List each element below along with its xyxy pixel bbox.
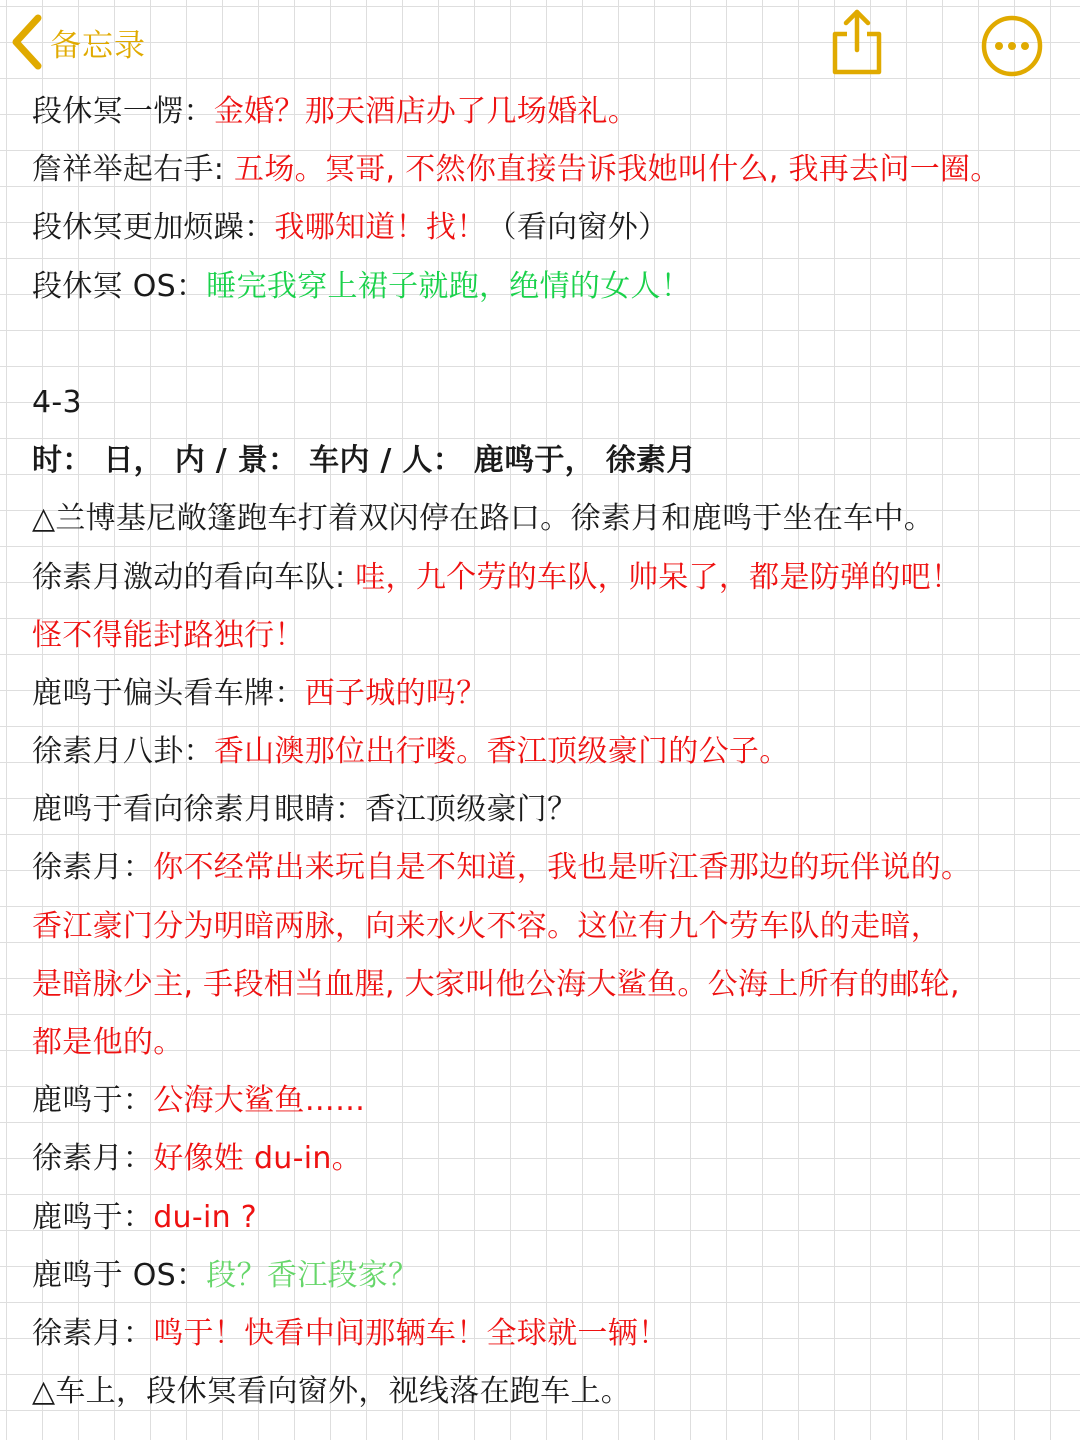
- dialogue-text: du-in ?: [153, 1199, 257, 1235]
- back-button[interactable]: [8, 12, 146, 72]
- dialogue-line: [32, 549, 1062, 607]
- dialogue-line: [32, 1130, 1062, 1188]
- speaker-label: 鹿鸣于 OS：: [32, 1257, 207, 1293]
- dialogue-line: [32, 83, 1062, 141]
- dialogue-text: 西子城的吗？: [304, 675, 487, 711]
- speaker-label: 段休冥更加烦躁：: [32, 210, 275, 246]
- dialogue-line: [32, 723, 1062, 781]
- speaker-label: 徐素月：: [32, 1141, 154, 1177]
- dialogue-line: [32, 665, 1062, 723]
- dialogue-text: 鸣于！快看中间那辆车！全球就一辆！: [153, 1315, 669, 1351]
- dialogue-text: 好像姓 du-in。: [153, 1141, 362, 1177]
- dialogue-line: [32, 1305, 1062, 1363]
- dialogue-line: [32, 1014, 1062, 1072]
- os-line: [32, 1247, 1062, 1305]
- dialogue-text: 五场。冥哥, 不然你直接告诉我她叫什么, 我再去问一圈。: [234, 152, 1001, 188]
- dialogue-text: 都是他的。: [32, 1025, 184, 1060]
- speaker-label: 徐素月：: [32, 850, 154, 886]
- share-icon: [826, 6, 888, 78]
- dialogue-text: 怪不得能封路独行！: [32, 617, 305, 653]
- dialogue-text: 金婚？那天酒店办了几场婚礼。: [213, 94, 639, 129]
- speaker-label: 鹿鸣于：: [32, 1199, 154, 1235]
- speaker-label: 段休冥一愣：: [32, 94, 214, 129]
- dialogue-text: 香江豪门分为明暗两脉，向来水火不容。这位有九个劳车队的走暗，: [32, 908, 941, 944]
- speaker-label: 鹿鸣于看向徐素月眼睛：香江顶级豪门？: [32, 792, 578, 828]
- dialogue-text: 公海大鲨鱼……: [153, 1083, 366, 1119]
- share-button[interactable]: [826, 6, 888, 78]
- speaker-label: 徐素月八卦：: [32, 734, 214, 770]
- dialogue-text: 哇，九个劳的车队，帅呆了，都是防弹的吧！: [355, 559, 962, 595]
- dialogue-line: [32, 1189, 1062, 1247]
- speaker-label: 徐素月激动的看向车队:: [32, 559, 356, 595]
- nav-bar: [0, 0, 1080, 86]
- speaker-label: 詹祥举起右手:: [32, 152, 235, 188]
- dialogue-text: 是暗脉少主, 手段相当血腥, 大家叫他公海大鲨鱼。公海上所有的邮轮,: [32, 966, 960, 1002]
- back-label: 备忘录: [50, 27, 146, 64]
- os-text: 睡完我穿上裙子就跑，绝情的女人！: [206, 268, 692, 304]
- speaker-label: 鹿鸣于偏头看车牌：: [32, 675, 305, 711]
- dialogue-text: 你不经常出来玩自是不知道，我也是听江香那边的玩伴说的。: [153, 850, 972, 886]
- os-text: 段？香江段家？: [206, 1257, 419, 1293]
- dialogue-line: [32, 781, 1062, 839]
- dialogue-line: [32, 607, 1062, 665]
- dialogue-line: [32, 199, 1062, 257]
- stage-direction: （看向窗外）: [486, 210, 669, 246]
- speaker-label: 段休冥 OS：: [32, 268, 207, 304]
- dialogue-line: [32, 898, 1062, 956]
- speaker-label: 鹿鸣于：: [32, 1083, 154, 1119]
- scene-header: 时： 日， 内 / 景： 车内 / 人： 鹿鸣于， 徐素月: [32, 443, 697, 479]
- action-line: [32, 1363, 1062, 1421]
- scene-number: 4-3: [32, 384, 82, 420]
- blank-line: [32, 316, 1062, 374]
- chevron-left-icon: [8, 12, 44, 72]
- ellipsis-circle-icon: [980, 14, 1044, 78]
- dialogue-text: 香山澳那位出行喽。香江顶级豪门的公子。: [213, 734, 790, 770]
- dialogue-line: [32, 1072, 1062, 1130]
- more-button[interactable]: [980, 14, 1044, 78]
- dialogue-line: [32, 141, 1062, 199]
- os-line: [32, 258, 1062, 316]
- speaker-label: 徐素月：: [32, 1315, 154, 1351]
- dialogue-line: [32, 839, 1062, 897]
- dialogue-text: 我哪知道！找！: [274, 210, 487, 246]
- action-text: △车上，段休冥看向窗外，视线落在跑车上。: [32, 1374, 632, 1410]
- dialogue-line: [32, 956, 1062, 1014]
- note-body[interactable]: [32, 83, 1062, 1421]
- action-line: △兰博基尼敞篷跑车打着双闪停在路口。徐素月和鹿鸣于坐在车中。: [32, 501, 935, 537]
